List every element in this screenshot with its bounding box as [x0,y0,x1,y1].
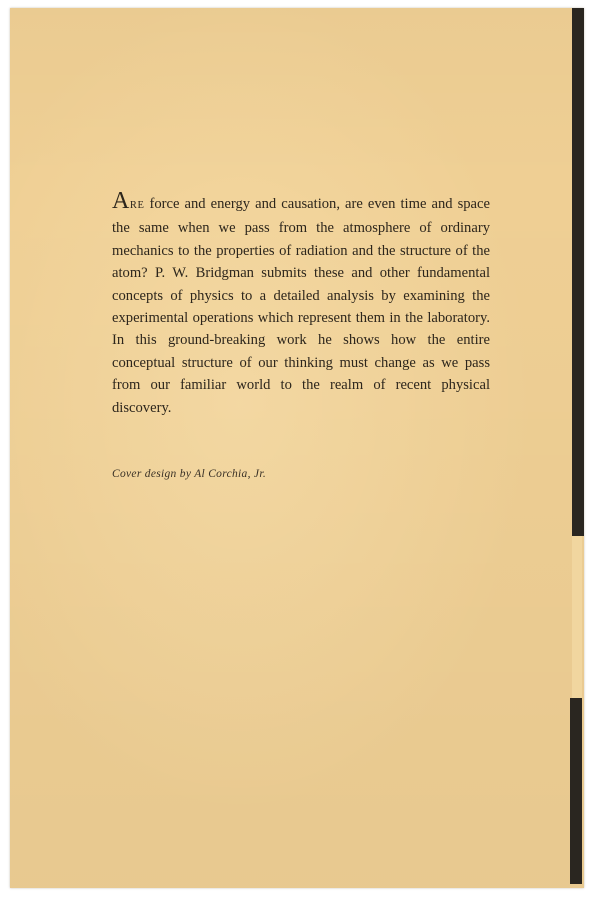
book-back-cover [10,8,584,888]
blurb-initial-letter: A [112,188,130,214]
cover-design-credit: Cover design by Al Corchia, Jr. [112,468,266,480]
blurb-smallcaps: RE [129,200,145,211]
back-cover-blurb [112,188,490,419]
spine-edge-upper [572,8,584,536]
spine-edge-lower [570,698,582,884]
spine-worn-area [572,536,582,698]
blurb-text: force and energy and causation, are even time and space the same when we pass from the atmosphere of ordinary mechanics to the properties of radiation and the structure of the atom? P. W. Bridgman submits these and other fundamental concepts of physics to a detailed analysis by examining the experimental operations which represent them in the laboratory. In this ground-breaking work he shows how the entire conceptual structure of our thinking must change as we pass from our familiar world to the realm of recent physical discovery. [112,196,490,416]
